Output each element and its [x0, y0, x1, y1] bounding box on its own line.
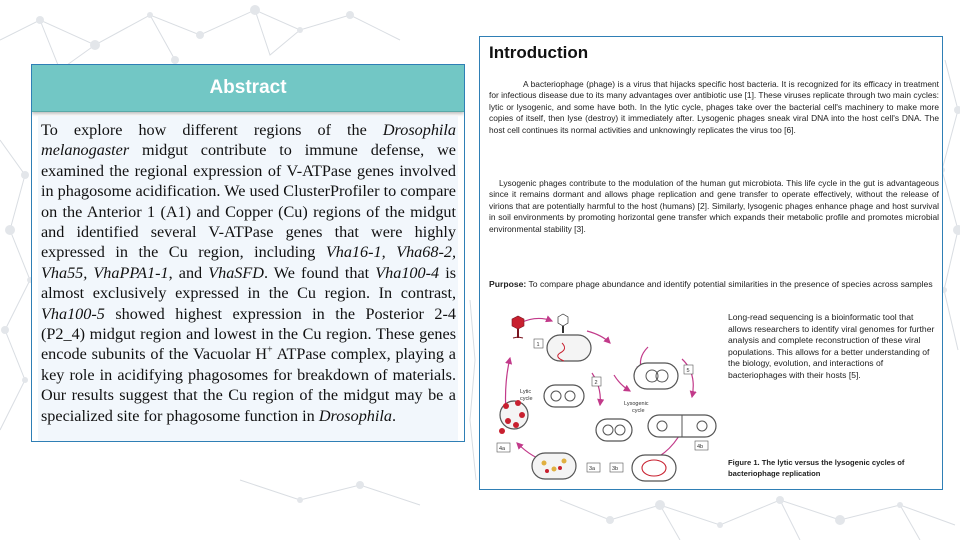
phage-attaching-icon [558, 314, 568, 333]
step-label-4a: 4a [499, 446, 506, 452]
lysogenic-label-2: cycle [632, 408, 645, 414]
purpose-label: Purpose: [489, 279, 527, 289]
lysogenic-label-1: Lysogenic [624, 401, 649, 407]
abstract-segment: Drosophila [318, 406, 392, 425]
lytic-label-1: Lytic [520, 389, 532, 395]
abstract-segment: is almost exclusively expressed in the Cu region. In contrast, [41, 263, 456, 303]
introduction-title: Introduction [489, 43, 589, 62]
abstract-segment: ATPase complex, playing a key role in acidifying phagosomes for breakdown of materials. Our results suggest that the Cu region of the midgut may be a specialized site for phagosome function in [41, 345, 456, 425]
figure-caption: Figure 1. The lytic versus the lysogenic cycles of bacteriophage replication [728, 458, 905, 478]
phage-cycle-diagram [492, 313, 724, 483]
step-label-3b: 3b [612, 466, 619, 472]
introduction-paragraph-2 [489, 178, 939, 235]
purpose-text: To compare phage abundance and identify potential similarities in the presence of species across samples [526, 279, 933, 289]
abstract-text [38, 116, 458, 442]
introduction-panel [479, 36, 943, 490]
abstract-segment: + [267, 345, 273, 357]
abstract-segment: midgut contribute to immune defense, we examined the regional expression of V-ATPase genes involved in phagosome acidification. We used ClusterProfiler to compare on the Anterior 1 (A1) and Copper (Cu) regions of the midgut and identified several V-ATPase genes that were highly expressed in the Cu region, including [41, 141, 456, 262]
abstract-segment: . We found that [263, 263, 376, 282]
abstract-segment: . [391, 406, 397, 425]
introduction-paragraph-1-text: A bacteriophage (phage) is a virus that hijacks specific host bacteria. It is recognized for its efficacy in treatment for infectious disease due to its many advantages over antibiotic use [1]. These viruses replicate through two main cycles: lytic or lysogenic, and some have both. In the lytic cycle, phages take over the bacterial cell's machinery to make more copies of itself, then lyse (destroy) it immediately after. Lysogenic phages sneak viral DNA into the host cell's DNA. The host cell continues its normal activities and unknowingly replicates the virus too [6]. [489, 79, 940, 135]
abstract-segment: VhaSFD [208, 263, 264, 282]
abstract-segment: Vha16-1, Vha68-2, Vha55, VhaPPA1-1 [41, 243, 456, 282]
step-label-2: 2 [594, 380, 598, 386]
step-label-4b: 4b [697, 444, 704, 450]
abstract-segment: Vha100-5 [41, 304, 105, 323]
abstract-segment: showed highest expression in the Posterior 2-4 (P2_4) midgut region and lowest in the Cu region. These genes encode subunits of the Vacuolar H [41, 304, 456, 364]
step-label-3a: 3a [589, 466, 596, 472]
phage-icon [512, 316, 524, 338]
abstract-segment: , and [168, 263, 209, 282]
step-label-5: 5 [686, 368, 690, 374]
introduction-paragraph-1 [489, 79, 939, 136]
long-read-sequencing-text: Long-read sequencing is a bioinformatic tool that allows researchers to identify viral genomes for further analysis and complete reconstruction of these viral populations. This allows for a better understanding of the biology, evolution, and interactions of bacteriophages with their hosts [5]. [728, 312, 935, 380]
abstract-panel [31, 64, 465, 442]
lytic-label-2: cycle [520, 396, 533, 402]
step-label-1: 1 [536, 342, 540, 348]
abstract-title: Abstract [32, 65, 464, 112]
purpose-statement [489, 275, 939, 293]
abstract-segment: Vha100-4 [375, 263, 440, 282]
abstract-segment: To explore how different regions of the [41, 121, 383, 139]
introduction-paragraph-2-text: Lysogenic phages contribute to the modulation of the human gut microbiota. This life cycle in the gut is advantageous since it remains dormant and allows phage replication and gene transfer to operate effectively, without the release of virions that are potentially harmful to the host (humans) [2]. Similarly, lysogenic phages enhance phage and host survival in soil environments by promoting horizontal gene transfer which expands their metabolic profile and promotes microbial environmental stability [3]. [489, 178, 939, 234]
abstract-segment: Drosophila melanogaster [41, 121, 456, 160]
